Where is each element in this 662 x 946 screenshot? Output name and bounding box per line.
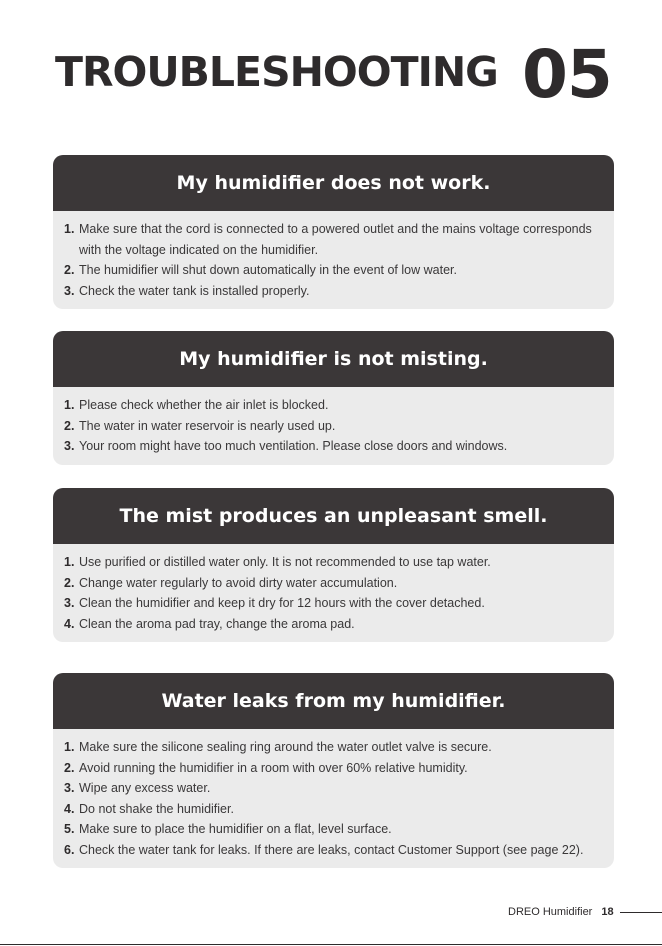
step-item [64,840,600,861]
step-text: Use purified or distilled water only. It is not recommended to use tap water. [79,555,491,569]
page-title: TROUBLESHOOTING [55,48,498,96]
step-number: 2. [64,418,75,433]
bottom-divider [0,944,662,945]
step-item [64,614,600,635]
step-item [64,219,600,260]
step-item [64,260,600,281]
step-number: 1. [64,740,75,754]
footer-brand: DREO Humidifier [508,906,593,918]
step-item [64,593,600,614]
step-item [64,819,600,840]
section-number: 05 [522,36,612,113]
step-text: Do not shake the humidifier. [79,801,234,816]
step-number: 3. [64,439,75,453]
step-list [64,737,600,860]
step-number: 2. [64,263,75,277]
step-text: Avoid running the humidifier in a room with over 60% relative humidity. [79,760,468,775]
step-item [64,552,600,573]
step-number: 2. [64,575,75,590]
card-body [53,211,614,309]
step-text: Check the water tank is installed properly. [79,283,310,298]
step-number: 5. [64,822,75,836]
step-text: Clean the humidifier and keep it dry for 12 hours with the cover detached. [79,596,485,610]
page-header [55,36,635,122]
step-number: 1. [64,555,75,569]
step-text: Check the water tank for leaks. If there are leaks, contact Customer Support (see page 22). [79,842,584,857]
card-body [53,387,614,465]
troubleshooting-card-does-not-work [53,155,614,309]
step-number: 3. [64,781,75,795]
card-heading: My humidifier is not misting. [53,331,614,387]
step-list [64,552,600,634]
footer-rule [620,912,662,913]
step-text: Make sure that the cord is connected to a powered outlet and the mains voltage corresponds with the voltage indicated on the humidifier. [79,222,592,257]
step-list [64,395,600,457]
card-heading: Water leaks from my humidifier. [53,673,614,729]
step-text: The humidifier will shut down automatically in the event of low water. [79,263,457,277]
step-text: Change water regularly to avoid dirty water accumulation. [79,575,398,590]
step-item [64,799,600,820]
step-item [64,778,600,799]
step-text: Make sure to place the humidifier on a flat, level surface. [79,822,392,836]
step-text: Clean the aroma pad tray, change the aroma pad. [79,616,355,631]
troubleshooting-card-unpleasant-smell [53,488,614,642]
step-text: The water in water reservoir is nearly used up. [79,418,336,433]
step-number: 1. [64,398,75,412]
step-text: Make sure the silicone sealing ring around the water outlet valve is secure. [79,740,492,754]
step-number: 6. [64,842,75,857]
step-text: Your room might have too much ventilation. Please close doors and windows. [79,439,508,453]
step-text: Wipe any excess water. [79,781,211,795]
step-item [64,281,600,302]
step-item [64,758,600,779]
troubleshooting-card-water-leaks [53,673,614,868]
step-number: 1. [64,222,75,236]
step-item [64,416,600,437]
step-number: 2. [64,760,75,775]
step-list [64,219,600,301]
step-item [64,573,600,594]
step-number: 3. [64,283,75,298]
card-heading: The mist produces an unpleasant smell. [53,488,614,544]
step-item [64,737,600,758]
page-number: 18 [601,906,614,918]
step-number: 3. [64,596,75,610]
step-number: 4. [64,801,75,816]
page-footer [508,906,662,918]
step-text: Please check whether the air inlet is blocked. [79,398,329,412]
card-body [53,729,614,868]
step-item [64,436,600,457]
step-item [64,395,600,416]
card-body [53,544,614,642]
step-number: 4. [64,616,75,631]
card-heading: My humidifier does not work. [53,155,614,211]
troubleshooting-card-not-misting [53,331,614,465]
